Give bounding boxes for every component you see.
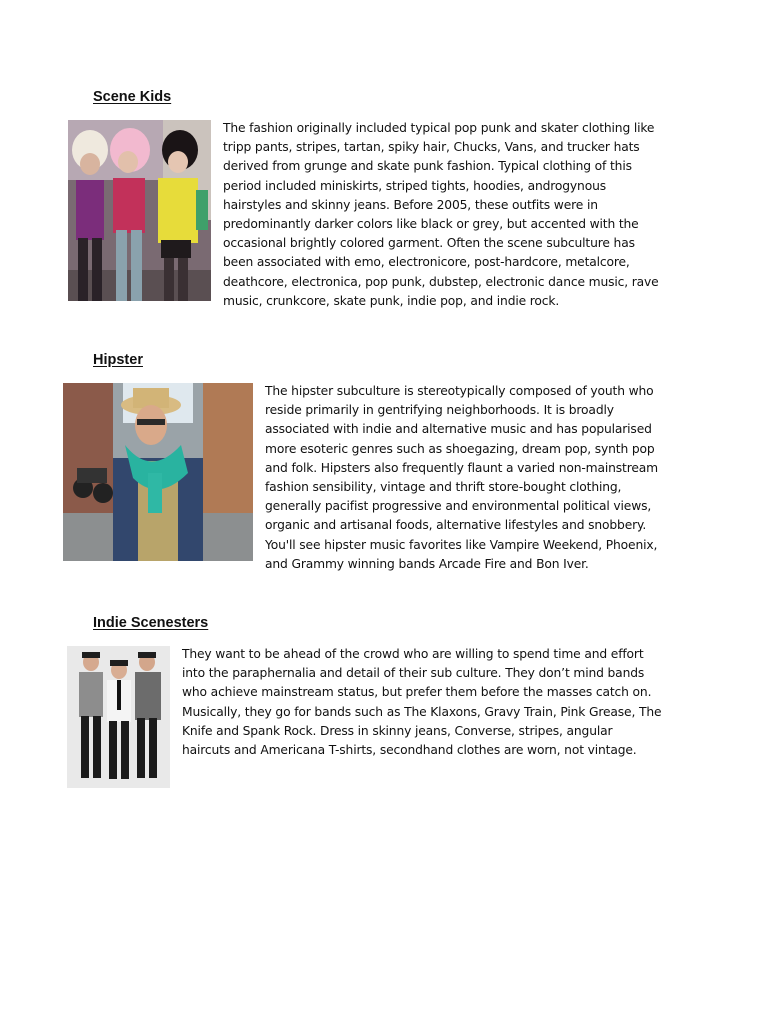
text-line: fashion sensibility, vintage and thrift store-bought clothing, (265, 480, 622, 495)
text-line: Musically, they go for bands such as The Klaxons, Gravy Train, Pink Grease, The (182, 704, 662, 719)
text-line: organic and artisanal foods, alternative lifestyles and snobbery. (265, 518, 647, 533)
text-line: You'll see hipster music favorites like Vampire Weekend, Phoenix, (265, 537, 658, 552)
text-line: tripp pants, stripes, tartan, spiky hair, Chucks, Vans, and trucker hats (223, 140, 640, 155)
text-line: Knife and Spank Rock. Dress in skinny jeans, Converse, stripes, angular (182, 723, 613, 738)
text-line: They want to be ahead of the crowd who are willing to spend time and effort (182, 647, 644, 661)
text-line: hairstyles and skinny jeans. Before 2005, these outfits were in (223, 197, 598, 212)
text-line: predominantly darker colors like black or grey, but accented with the (223, 217, 639, 232)
text-line: music, crunkcore, skate punk, indie pop, and indie rock. (223, 293, 560, 308)
section-title-scene-kids: Scene Kids (93, 89, 172, 105)
text-line: occasional brightly colored garment. Often the scene subculture has (223, 236, 635, 251)
scene-kids-photo (68, 120, 211, 301)
text-line: period included miniskirts, striped tights, hoodies, androgynous (223, 178, 606, 193)
hipster-description (265, 382, 658, 574)
scene-kids-description (223, 119, 659, 311)
text-line: more esoteric genres such as shoegazing, dream pop, synth pop (265, 441, 655, 456)
indie-scenesters-description (182, 645, 661, 760)
text-line: reside primarily in gentrifying neighborhoods. It is broadly (265, 403, 614, 418)
text-line: who achieve mainstream status, but prefer them before the masses catch on. (182, 685, 652, 700)
section-title-indie-scenesters: Indie Scenesters (93, 615, 209, 631)
text-line: and Grammy winning bands Arcade Fire and Bon Iver. (265, 556, 589, 571)
text-line: associated with indie and alternative music and has popularised (265, 422, 652, 437)
text-line: derived from grunge and skate punk fashion. Typical clothing of this (223, 159, 632, 174)
text-line: generally pacifist progressive and environmental political views, (265, 499, 652, 514)
text-line: been associated with emo, electronicore, post-hardcore, metalcore, (223, 255, 630, 270)
text-line: The fashion originally included typical pop punk and skater clothing like (223, 121, 655, 135)
text-line: The hipster subculture is stereotypically composed of youth who (265, 384, 654, 398)
indie-scenesters-photo (67, 646, 170, 788)
text-line: and folk. Hipsters also frequently flaunt a varied non-mainstream (265, 460, 658, 475)
hipster-photo (63, 383, 253, 561)
text-line: into the paraphernalia and detail of their sub culture. They don’t mind bands (182, 666, 645, 681)
section-title-hipster: Hipster (93, 352, 143, 368)
text-line: haircuts and Americana T-shirts, secondhand clothes are worn, not vintage. (182, 743, 637, 758)
text-line: deathcore, electronica, pop punk, dubstep, electronic dance music, rave (223, 274, 659, 289)
